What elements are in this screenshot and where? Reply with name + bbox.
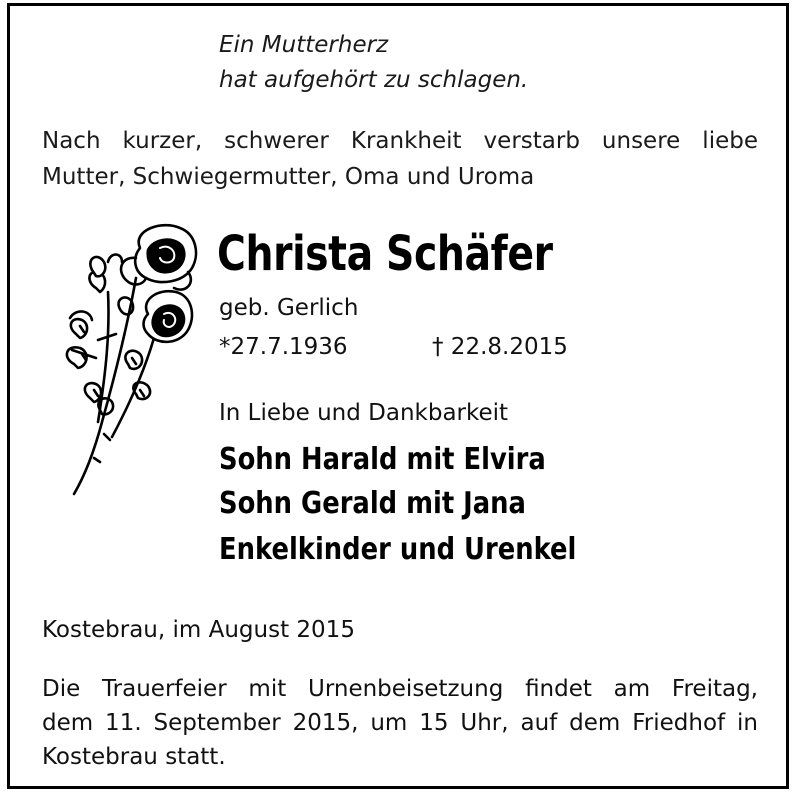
place-date: Kostebrau, im August 2015 [42, 617, 355, 643]
motto-line-1: Ein Mutterherz [219, 32, 389, 58]
intro-line-2: Mutter, Schwiegermutter, Oma und Uroma [42, 164, 535, 190]
rose-drawing [36, 222, 208, 498]
motto-line-2: hat aufgehört zu schlagen. [219, 67, 529, 93]
maiden-name: geb. Gerlich [219, 295, 359, 321]
intro-line-1: Nach kurzer, schwerer Krankheit verstarb unsere liebe [42, 128, 758, 154]
mourner-line-2: Sohn Gerald mit Jana [219, 486, 526, 521]
deceased-name: Christa Schäfer [217, 226, 553, 282]
dedication-line: In Liebe und Dankbarkeit [219, 400, 509, 426]
top-rose-icon [121, 225, 196, 289]
death-date: † 22.8.2015 [432, 334, 568, 360]
lower-rose-icon [144, 291, 193, 342]
service-line-1: Die Trauerfeier mit Urnenbeisetzung findet am Freitag, [42, 676, 758, 702]
service-line-3: Kostebrau statt. [42, 744, 226, 770]
service-line-2: dem 11. September 2015, um 15 Uhr, auf dem Friedhof in [42, 710, 758, 736]
birth-date: *27.7.1936 [219, 334, 348, 360]
mourner-line-1: Sohn Harald mit Elvira [219, 442, 546, 477]
mourner-line-3: Enkelkinder und Urenkel [219, 532, 577, 567]
